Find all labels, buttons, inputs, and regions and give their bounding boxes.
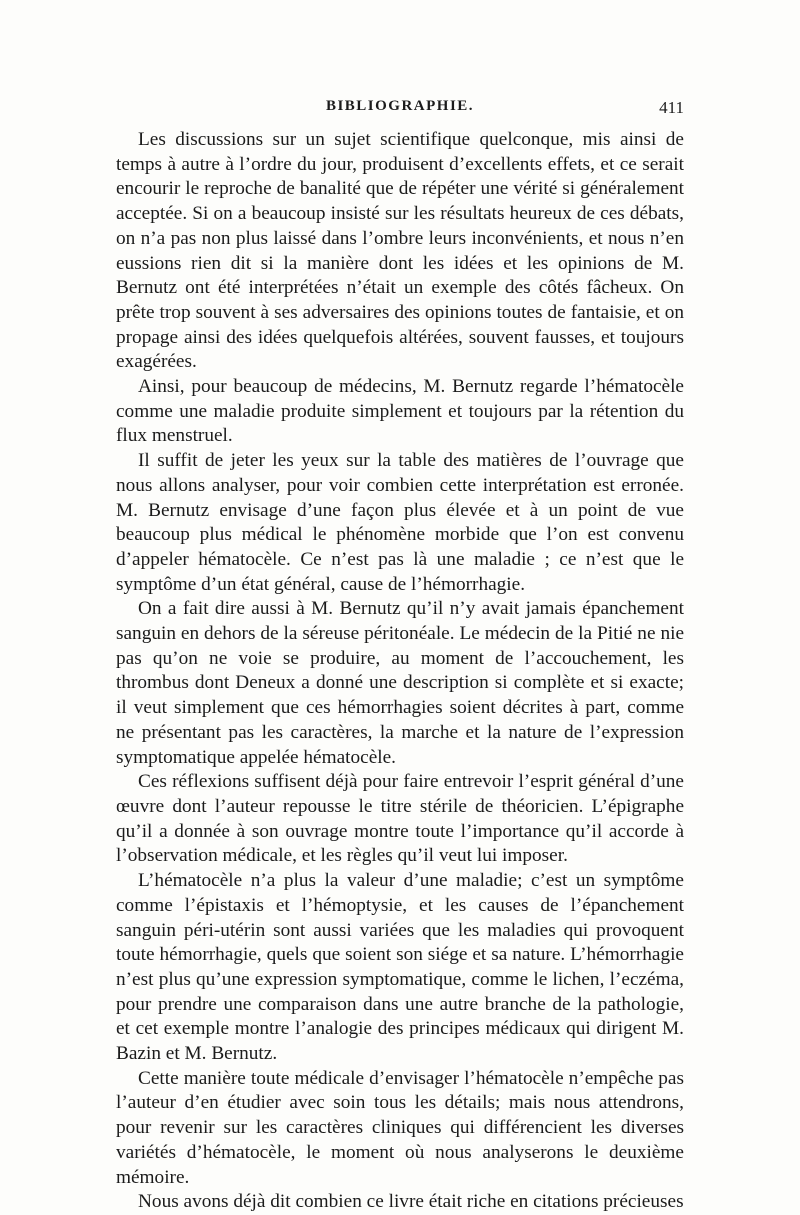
paragraph-4: On a fait dire aussi à M. Bernutz qu’il n’y avait jamais épanchement sanguin en dehors de la séreuse péritonéale. Le médecin de la Pitié ne nie pas qu’on ne voie se produire, au moment de l’accouchement, les thrombus dont Deneux a donné une description si complète et si exacte; il veut simplement que ces hémorrhagies soient décrites à part, comme ne présentant pas les caractères, la marche et la nature de l’expression symptomatique appelée hématocèle. [116, 598, 684, 768]
paragraph-1: Les discussions sur un sujet scientifique quelconque, mis ainsi de temps à autre à l’ordre du jour, produisent d’excellents effets, et ce serait encourir le reproche de banalité que de répéter une vérité si généralement acceptée. Si on a beaucoup insisté sur les résultats heureux de ces débats, on n’a pas non plus laissé dans l’ombre leurs inconvénients, et nous n’en eussions rien dit si la manière dont les idées et les opinions de M. Bernutz ont été interprétées n’était un exemple des côtés fâcheux. On prête trop souvent à ses adversaires des opinions toutes de fantaisie, et on propage ainsi des idées quelquefois altérées, souvent fausses, et toujours exagérées. [116, 129, 684, 373]
paragraph-6: L’hématocèle n’a plus la valeur d’une maladie; c’est un symptôme comme l’épistaxis et l’hémoptysie, et les causes de l’épanchement sanguin péri-utérin sont aussi variées que les maladies qui provoquent toute hémorrhagie, quels que soient son siége et sa nature. L’hémorrhagie n’est plus qu’une expression symptomatique, comme le lichen, l’eczéma, pour prendre une comparaison dans une autre branche de la pathologie, et cet exemple montre l’analogie des principes médicaux qui dirigent M. Bazin et M. Bernutz. [116, 870, 684, 1065]
page-number: 411 [659, 98, 684, 117]
paragraph-7: Cette manière toute médicale d’envisager l’hématocèle n’empêche pas l’auteur d’en étudier avec soin tous les détails; mais nous attendrons, pour revenir sur les caractères cliniques qui différencient les diverses variétés d’hématocèle, le moment où nous analyserons le deuxième mémoire. [116, 1067, 684, 1188]
paragraph-8: Nous avons déjà dit combien ce livre était riche en citations précieuses [138, 1191, 684, 1213]
paragraph-2: Ainsi, pour beaucoup de médecins, M. Bernutz regarde l’hématocèle comme une maladie produite simplement et toujours par la rétention du flux menstruel. [116, 376, 684, 447]
body-text [116, 128, 684, 1215]
running-head: BIBLIOGRAPHIE. [325, 98, 475, 114]
page-header [116, 98, 684, 124]
paragraph-5: Ces réflexions suffisent déjà pour faire entrevoir l’esprit général d’une œuvre dont l’auteur repousse le titre stérile de théoricien. L’épigraphe qu’il a donnée à son ouvrage montre toute l’importance qu’il accorde à l’observation médicale, et les règles qu’il veut lui imposer. [116, 771, 684, 867]
paragraph-3: Il suffit de jeter les yeux sur la table des matières de l’ouvrage que nous allons analyser, pour voir combien cette interprétation est erronée. M. Bernutz envisage d’une façon plus élevée et à un point de vue beaucoup plus médical le phénomène morbide que l’on est convenu d’appeler hématocèle. Ce n’est pas là une maladie ; ce n’est que le symptôme d’un état général, cause de l’hémorrhagie. [116, 450, 684, 595]
